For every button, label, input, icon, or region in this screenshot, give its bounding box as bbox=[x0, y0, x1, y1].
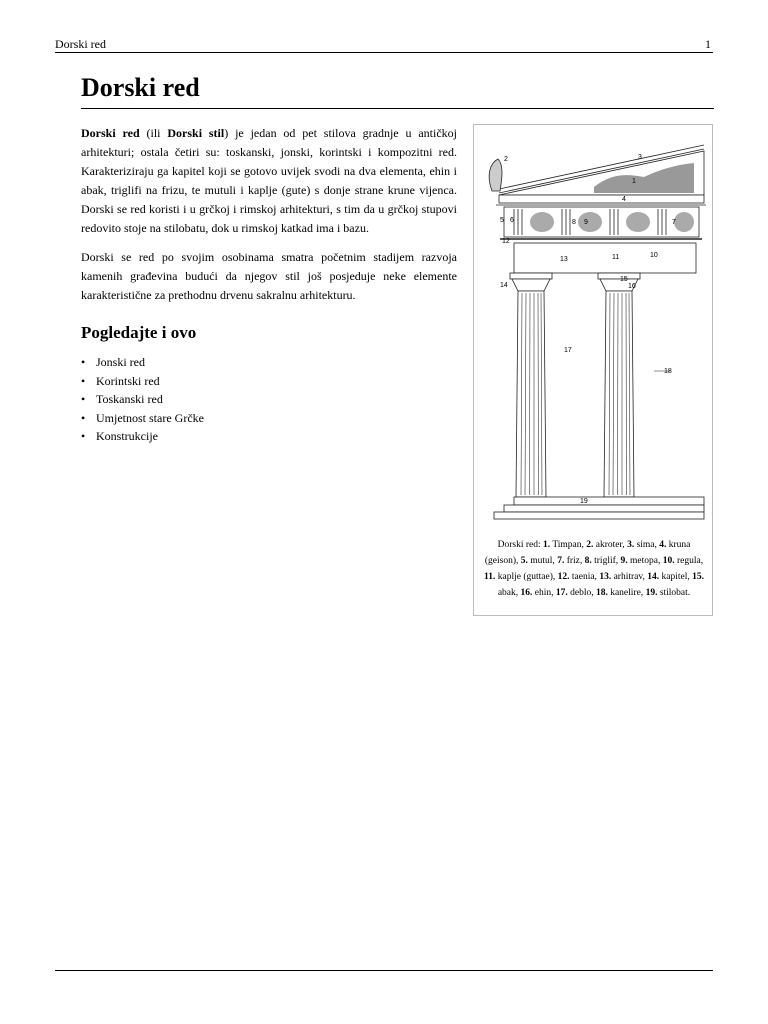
caption-num: 17. bbox=[555, 588, 568, 598]
stylobate bbox=[514, 497, 704, 505]
label-14: 14 bbox=[500, 282, 508, 289]
step-2 bbox=[504, 505, 704, 512]
see-also-item[interactable] bbox=[81, 353, 457, 372]
see-also-link[interactable]: Jonski red bbox=[96, 355, 145, 369]
see-also-list bbox=[81, 353, 457, 446]
geison bbox=[499, 195, 704, 203]
intro-paragraph bbox=[81, 124, 457, 238]
caption-text: deblo, bbox=[567, 588, 596, 598]
caption-num: 15. bbox=[692, 572, 704, 582]
bullet-icon: • bbox=[81, 392, 86, 406]
caption-num: 4. bbox=[659, 540, 667, 550]
caption-num: 11. bbox=[484, 572, 496, 582]
article-body bbox=[81, 124, 457, 446]
see-also-item[interactable] bbox=[81, 390, 457, 409]
caption-num: 14. bbox=[647, 572, 660, 582]
figure-caption bbox=[484, 537, 704, 601]
caption-text: triglif, bbox=[591, 556, 621, 566]
akroter-ornament bbox=[489, 159, 502, 191]
caption-text: stilobat. bbox=[657, 588, 691, 598]
label-16: 16 bbox=[628, 283, 636, 290]
bullet-icon: • bbox=[81, 410, 86, 425]
abacus-left bbox=[510, 273, 552, 279]
caption-text: abak, bbox=[497, 588, 521, 598]
caption-prefix: Dorski red: bbox=[497, 540, 543, 550]
term-dorski-stil: Dorski stil bbox=[167, 126, 225, 140]
footer-rule bbox=[55, 970, 713, 971]
intro-text-open: (ili bbox=[139, 126, 168, 140]
see-also-item[interactable] bbox=[81, 409, 457, 428]
label-11: 11 bbox=[612, 254, 620, 261]
caption-num: 5. bbox=[520, 556, 528, 566]
label-17: 17 bbox=[564, 347, 572, 354]
caption-text: kanelire, bbox=[607, 588, 646, 598]
label-9: 9 bbox=[584, 219, 588, 226]
see-also-link[interactable]: Umjetnost stare Grčke bbox=[96, 410, 204, 425]
page-title: Dorski red bbox=[81, 70, 714, 109]
see-also-link[interactable]: Korintski red bbox=[96, 373, 160, 388]
caption-text: taenia, bbox=[569, 572, 600, 582]
caption-text: kruna (geison), bbox=[484, 540, 691, 566]
header-title: Dorski red bbox=[55, 37, 106, 51]
see-also-item[interactable] bbox=[81, 427, 457, 446]
caption-text: ehin, bbox=[532, 588, 556, 598]
label-2: 2 bbox=[504, 156, 508, 163]
caption-text: kapitel, bbox=[659, 572, 693, 582]
label-13: 13 bbox=[560, 256, 568, 263]
caption-text: akroter, bbox=[593, 540, 628, 550]
page-number: 1 bbox=[705, 37, 711, 51]
label-1: 1 bbox=[632, 178, 636, 185]
label-18: 18 bbox=[664, 368, 672, 375]
caption-text: kaplje (guttae), bbox=[495, 572, 558, 582]
doric-order-figure bbox=[473, 124, 713, 616]
caption-num: 19. bbox=[645, 588, 658, 598]
label-4: 4 bbox=[622, 196, 626, 203]
label-19: 19 bbox=[580, 498, 588, 505]
caption-num: 18. bbox=[595, 588, 608, 598]
caption-text: Timpan, bbox=[550, 540, 587, 550]
caption-text: mutul, bbox=[527, 556, 558, 566]
caption-text: metopa, bbox=[627, 556, 663, 566]
see-also-heading: Pogledajte i ovo bbox=[81, 323, 197, 342]
label-15: 15 bbox=[620, 276, 628, 283]
echinus-left bbox=[512, 279, 550, 291]
caption-text: sima, bbox=[634, 540, 660, 550]
label-7: 7 bbox=[672, 219, 676, 226]
caption-text: arhitrav, bbox=[611, 572, 648, 582]
second-paragraph: Dorski se red po svojim osobinama smatra početnim stadijem razvoja kamenih građevina budući da njegov stil još posjeduje neke elemente karakteristične za prethodnu drvenu sakralnu arhitekturu. bbox=[81, 250, 457, 302]
see-also-link[interactable]: Toskanski red bbox=[96, 392, 163, 406]
doric-order-diagram bbox=[474, 125, 714, 535]
label-5: 5 bbox=[500, 217, 504, 224]
term-dorski-red: Dorski red bbox=[81, 126, 140, 140]
see-also-link[interactable]: Konstrukcije bbox=[96, 429, 158, 443]
bullet-icon: • bbox=[81, 373, 86, 388]
caption-num: 13. bbox=[599, 572, 612, 582]
caption-num: 3. bbox=[627, 540, 635, 550]
bullet-icon: • bbox=[81, 429, 86, 443]
abacus-right bbox=[598, 273, 640, 279]
caption-num: 16. bbox=[520, 588, 533, 598]
caption-num: 9. bbox=[620, 556, 628, 566]
step-3 bbox=[494, 512, 704, 519]
see-also-item[interactable] bbox=[81, 372, 457, 391]
caption-num: 1. bbox=[542, 540, 551, 550]
caption-num: 2. bbox=[586, 540, 594, 550]
caption-num: 12. bbox=[557, 572, 570, 582]
label-10: 10 bbox=[650, 252, 658, 259]
caption-num: 10. bbox=[662, 556, 675, 566]
label-8: 8 bbox=[572, 219, 576, 226]
running-header bbox=[55, 36, 713, 53]
caption-text: regula, bbox=[674, 556, 704, 566]
label-12: 12 bbox=[502, 238, 510, 245]
label-3: 3 bbox=[638, 154, 642, 161]
label-6: 6 bbox=[510, 217, 514, 224]
caption-text: friz, bbox=[564, 556, 585, 566]
caption-num: 8. bbox=[584, 556, 592, 566]
caption-num: 7. bbox=[557, 556, 565, 566]
architrave bbox=[514, 243, 696, 273]
bullet-icon: • bbox=[81, 355, 86, 369]
intro-text-rest: ) je jedan od pet stilova gradnje u antičkoj arhitekturi; ostala četiri su: toskanski, jonski, korintski i kompozitni red. Karakteriziraju ga kapitel koji se gotovo uvijek svodi na dva elementa, ehin i abak, triglifi na frizu, te mutuli i kaplje (gute) s donje strane krune vijenca. Dorski se red koristi i u grčkoj i rimskoj arhitekturi, s tim da u grčkoj stupovi redovito stoje na stilobatu, dok u rimskoj katkad ima i bazu. bbox=[81, 126, 457, 235]
